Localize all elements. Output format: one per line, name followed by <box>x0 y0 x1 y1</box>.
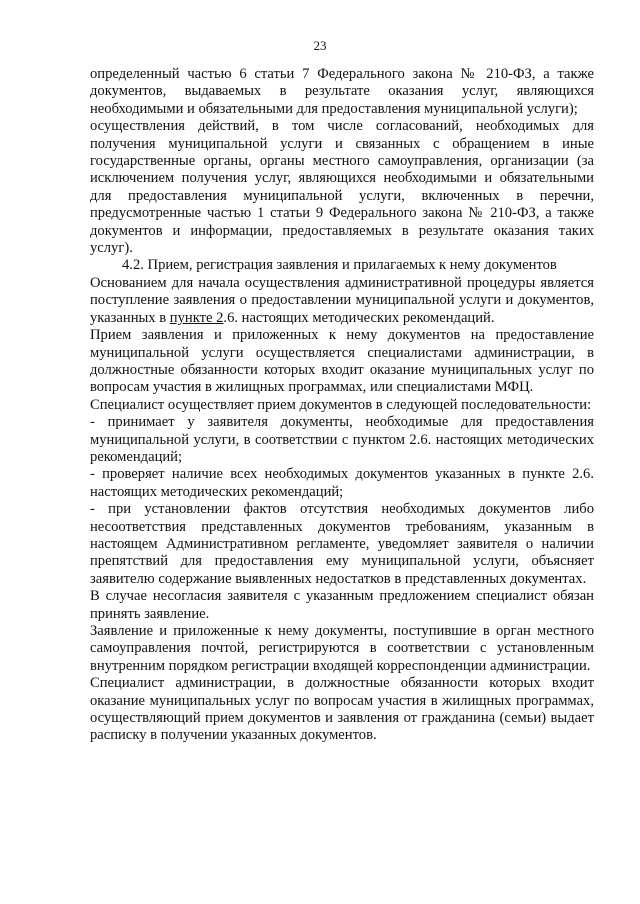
paragraph-receipt: Специалист администрации, в должностные обязанности которых входит оказание муниципальных услуг по вопросам участия в жилищных программах, осуществляющий прием документов и заявления от гражданина (семьи) выдает расписку в получении указанных документов. <box>90 675 594 744</box>
list-item-accepts: - принимает у заявителя документы, необходимые для предоставления муниципальной услуги, в соответствии с пунктом 2.6. настоящих методических рекомендаций; <box>90 414 594 465</box>
paragraph-grounds-text-after: .6. настоящих методических рекомендаций. <box>223 309 495 326</box>
list-item-notifies: - при установлении фактов отсутствия необходимых документов либо несоответствия представленных документов требованиям, указанным в настоящем Административном регламенте, уведомляет заявителя о наличии препятствий для предоставления ему муниципальной услуги, объясняет заявителю содержание выявленных недостатков в представленных документах. <box>90 501 594 587</box>
link-point-2[interactable]: пункте 2 <box>169 309 224 326</box>
document-body <box>90 66 594 745</box>
paragraph-sequence: Специалист осуществляет прием документов в следующей последовательности: <box>90 396 592 413</box>
paragraph-disagreement: В случае несогласия заявителя с указанным предложением специалист обязан принять заявление. <box>90 588 594 622</box>
section-heading-4-2: 4.2. Прием, регистрация заявления и прилагаемых к нему документов <box>122 257 557 274</box>
list-item-checks: - проверяет наличие всех необходимых документов указанных в пункте 2.6. настоящих методических рекомендаций; <box>90 466 594 500</box>
paragraph-grounds <box>90 275 594 327</box>
paragraph-actions: осуществления действий, в том числе согласований, необходимых для получения муниципальной услуги и связанных с обращением в иные государственные органы, органы местного самоуправления, организации (за исключением получения услуг, являющихся необходимыми и обязательными для предоставления муниципальной услуги, включенных в перечни, предусмотренные частью 1 статьи 9 Федерального закона № 210-ФЗ, а также документов и информации, предоставляемых в результате оказания таких услуг). <box>90 118 594 257</box>
paragraph-reception: Прием заявления и приложенных к нему документов на предоставление муниципальной услуги осуществляется специалистами администрации, в должностные обязанности которых входит оказание муниципальных услуг по вопросам участия в жилищных программах, или специалистами МФЦ. <box>90 327 594 396</box>
paragraph-continuation: определенный частью 6 статьи 7 Федерального закона № 210-ФЗ, а также документов, выдаваемых в результате оказания услуг, являющихся необходимыми и обязательными для предоставления муниципальной услуги); <box>90 66 594 117</box>
paragraph-mail-registration: Заявление и приложенные к нему документы, поступившие в орган местного самоуправления почтой, регистрируются в соответствии с установленным внутренним порядком регистрации входящей корреспонденции администрации. <box>90 623 594 674</box>
page-number: 23 <box>313 38 327 53</box>
paragraph-grounds-text-before: Основанием для начала осуществления административной процедуры является поступление заявления о предоставлении муниципальной услуги и документов, указанных в <box>90 274 594 326</box>
